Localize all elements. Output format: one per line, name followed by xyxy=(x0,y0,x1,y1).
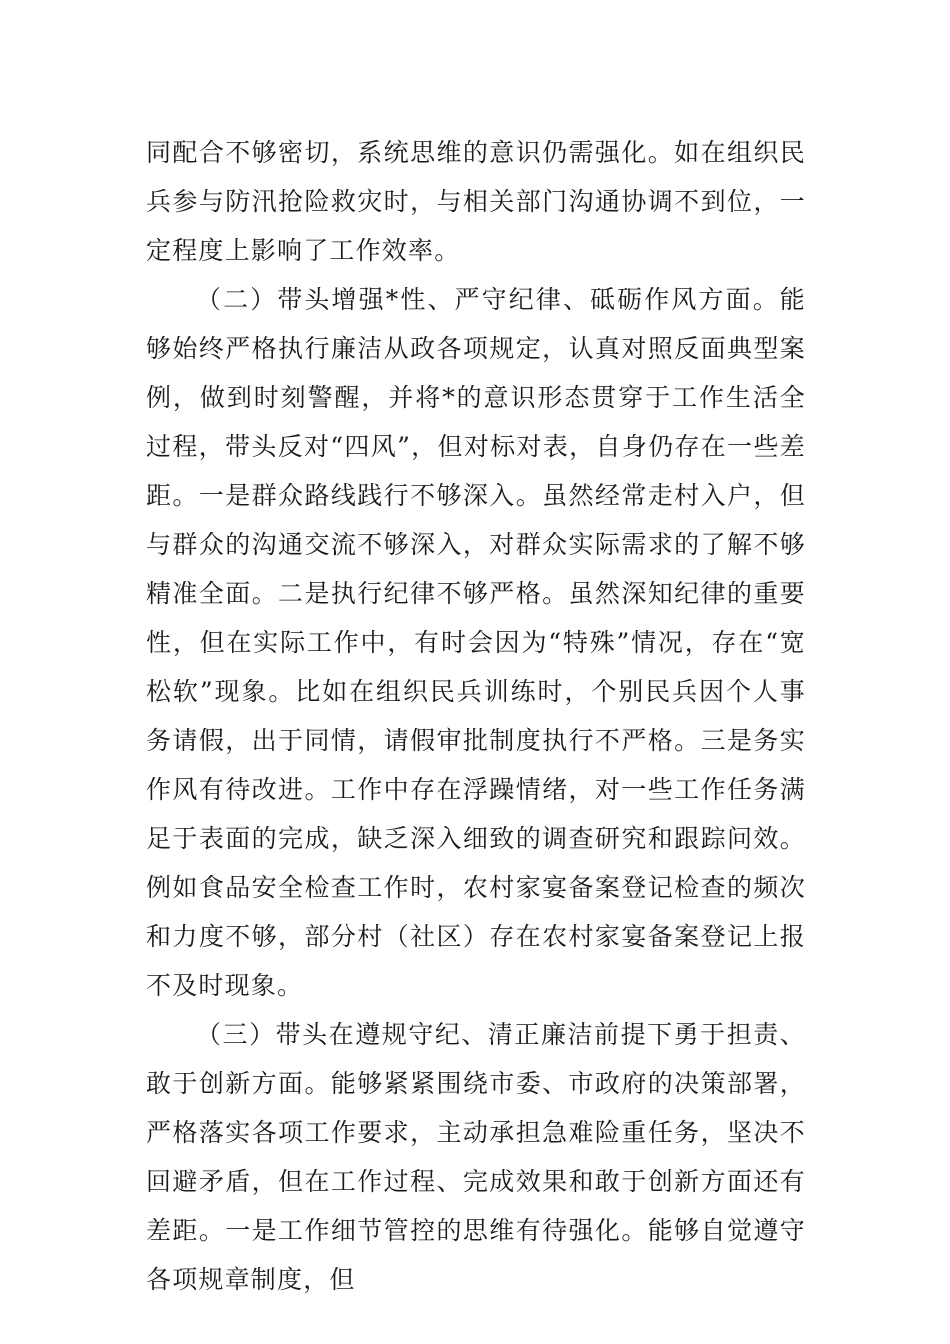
paragraph-continuation: 同配合不够密切，系统思维的意识仍需强化。如在组织民兵参与防汛抢险救灾时，与相关部门沟通协调不到位，一定程度上影响了工作效率。 xyxy=(146,138,806,265)
paragraph-section-three: （三）带头在遵规守纪、清正廉洁前提下勇于担责、敢于创新方面。能够紧紧围绕市委、市政府的决策部署，严格落实各项工作要求，主动承担急难险重任务，坚决不回避矛盾，但在工作过程、完成效果和敢于创新方面还有差距。一是工作细节管控的思维有待强化。能够自觉遵守各项规章制度，但 xyxy=(146,1020,806,1294)
paragraph-section-two: （二）带头增强*性、严守纪律、砥砺作风方面。能够始终严格执行廉洁从政各项规定，认真对照反面典型案例，做到时刻警醒，并将*的意识形态贯穿于工作生活全过程，带头反对“四风”，但对标对表，自身仍存在一些差距。一是群众路线践行不够深入。虽然经常走村入户，但与群众的沟通交流不够深入，对群众实际需求的了解不够精准全面。二是执行纪律不够严格。虽然深知纪律的重要性，但在实际工作中，有时会因为“特殊”情况，存在“宽松软”现象。比如在组织民兵训练时，个别民兵因个人事务请假，出于同情，请假审批制度执行不严格。三是务实作风有待改进。工作中存在浮躁情绪，对一些工作任务满足于表面的完成，缺乏深入细致的调查研究和跟踪问效。例如食品安全检查工作时，农村家宴备案登记检查的频次和力度不够，部分村（社区）存在农村家宴备案登记上报不及时现象。 xyxy=(146,285,806,1000)
document-body xyxy=(146,128,806,1304)
